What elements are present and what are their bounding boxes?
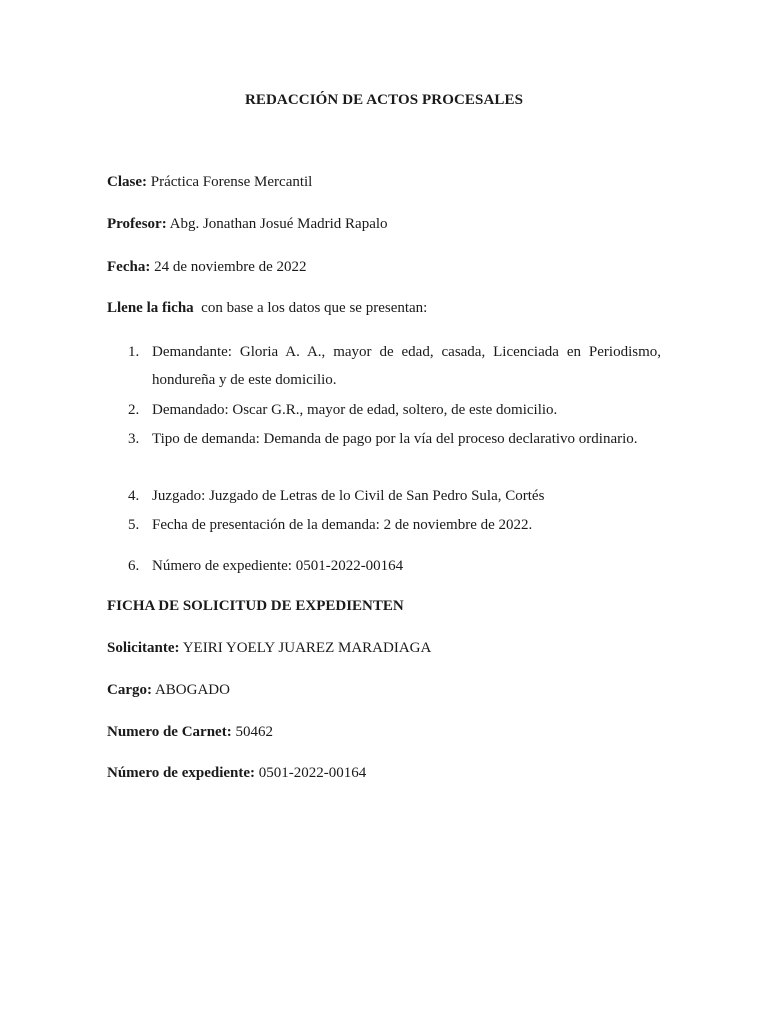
field-carnet-label: Numero de Carnet <box>107 724 227 740</box>
list-item-text: Fecha de presentación de la demanda: 2 de noviembre de 2022. <box>152 517 533 533</box>
field-clase: Clase: Práctica Forense Mercantil <box>107 174 313 190</box>
field-fecha-value: 24 de noviembre de 2022 <box>154 259 307 275</box>
ficha-heading: FICHA DE SOLICITUD DE EXPEDIENTEN <box>107 598 404 614</box>
document-title: REDACCIÓN DE ACTOS PROCESALES <box>244 92 524 108</box>
field-fecha: Fecha: 24 de noviembre de 2022 <box>107 259 307 275</box>
field-instruccion <box>107 300 427 317</box>
field-solicitante: Solicitante: YEIRI YOELY JUAREZ MARADIAGA <box>107 640 432 656</box>
list-item-number: 5. <box>128 517 140 533</box>
field-carnet-value: 50462 <box>235 724 273 740</box>
list-item-number: 2. <box>128 402 140 418</box>
list-item-text: Demandado: Oscar G.R., mayor de edad, soltero, de este domicilio. <box>152 402 558 418</box>
field-instruccion-label: Llene la ficha <box>107 300 194 316</box>
field-cargo-value: ABOGADO <box>154 682 230 698</box>
field-fecha-label: Fecha <box>107 259 146 275</box>
list-item-number: 6. <box>128 558 140 574</box>
list-item-number: 1. <box>128 344 140 360</box>
list-item-number: 4. <box>128 488 140 504</box>
field-expediente: Número de expediente: 0501-2022-00164 <box>107 765 367 781</box>
field-profesor-label: Profesor <box>107 216 162 232</box>
field-carnet: Numero de Carnet: 50462 <box>107 724 273 740</box>
field-cargo: Cargo: ABOGADO <box>107 682 230 698</box>
field-profesor-value: Abg. Jonathan Josué Madrid Rapalo <box>169 216 388 232</box>
list-item-number: 3. <box>128 431 140 447</box>
list-item-text: Demandante: Gloria A. A., mayor de edad, casada, Licenciada en Periodismo, hondureña y de este domicilio. <box>152 344 661 388</box>
field-instruccion-value: con base a los datos que se presentan: <box>201 300 428 316</box>
field-expediente-value: 0501-2022-00164 <box>258 765 367 781</box>
field-profesor: Profesor: Abg. Jonathan Josué Madrid Rapalo <box>107 216 388 232</box>
field-cargo-label: Cargo <box>107 682 147 698</box>
list-item-text: Tipo de demanda: Demanda de pago por la vía del proceso declarativo ordinario. <box>152 431 638 447</box>
field-solicitante-label: Solicitante <box>107 640 175 656</box>
field-expediente-label: Número de expediente <box>107 765 251 781</box>
field-clase-label: Clase <box>107 174 142 190</box>
field-solicitante-value: YEIRI YOELY JUAREZ MARADIAGA <box>182 640 432 656</box>
list-item-text: Juzgado: Juzgado de Letras de lo Civil de San Pedro Sula, Cortés <box>152 488 545 504</box>
list-item-text: Número de expediente: 0501-2022-00164 <box>152 558 404 574</box>
field-clase-value: Práctica Forense Mercantil <box>150 174 313 190</box>
